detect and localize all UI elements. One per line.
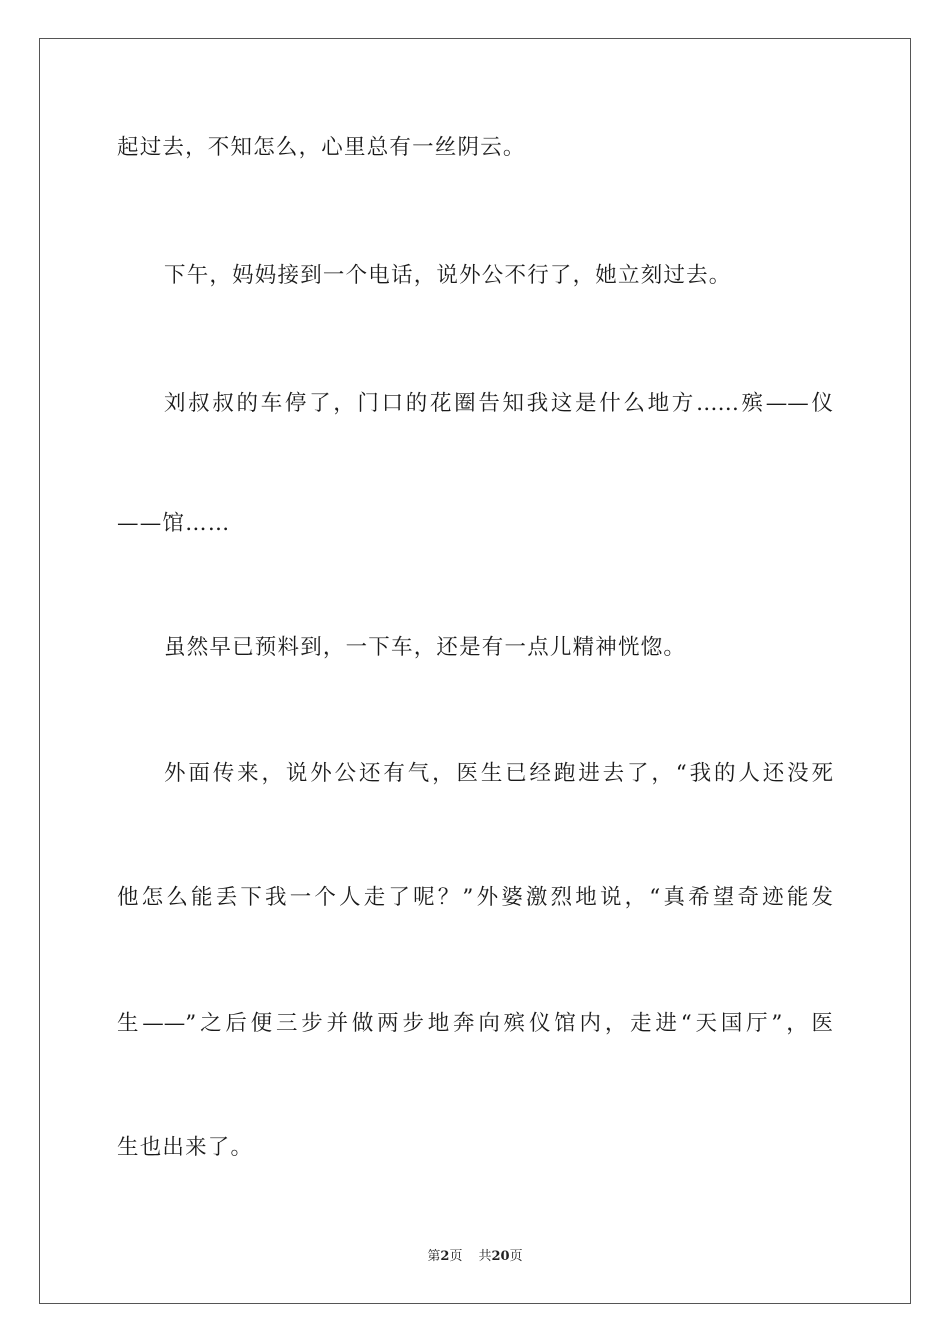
page-frame xyxy=(39,38,911,1304)
page-footer xyxy=(0,1248,950,1266)
text-line-3: 刘叔叔的车停了，门口的花圈告知我这是什么地方……殡——仪 xyxy=(164,391,833,416)
text-line-5: 虽然早已预料到，一下车，还是有一点儿精神恍惚。 xyxy=(164,635,687,660)
text-line-1: 起过去，不知怎么，心里总有一丝阴云。 xyxy=(117,135,526,160)
total-pages: 20 xyxy=(491,1249,510,1264)
page-number: 2 xyxy=(440,1249,450,1264)
text-line-6: 外面传来，说外公还有气，医生已经跑进去了，“我的人还没死 xyxy=(164,761,833,786)
text-line-4: ——馆…… xyxy=(117,511,231,536)
text-line-2: 下午，妈妈接到一个电话，说外公不行了，她立刻过去。 xyxy=(164,263,732,288)
total-suffix: 页 xyxy=(509,1249,523,1264)
text-line-9: 生也出来了。 xyxy=(117,1135,254,1160)
text-line-8: 生——”之后便三步并做两步地奔向殡仪馆内，走进“天国厅”，医 xyxy=(117,1011,833,1036)
page-suffix: 页 xyxy=(449,1249,463,1264)
text-line-7: 他怎么能丢下我一个人走了呢？”外婆激烈地说，“真希望奇迹能发 xyxy=(117,885,833,910)
total-prefix: 共 xyxy=(478,1249,492,1264)
page-prefix: 第 xyxy=(427,1249,441,1264)
